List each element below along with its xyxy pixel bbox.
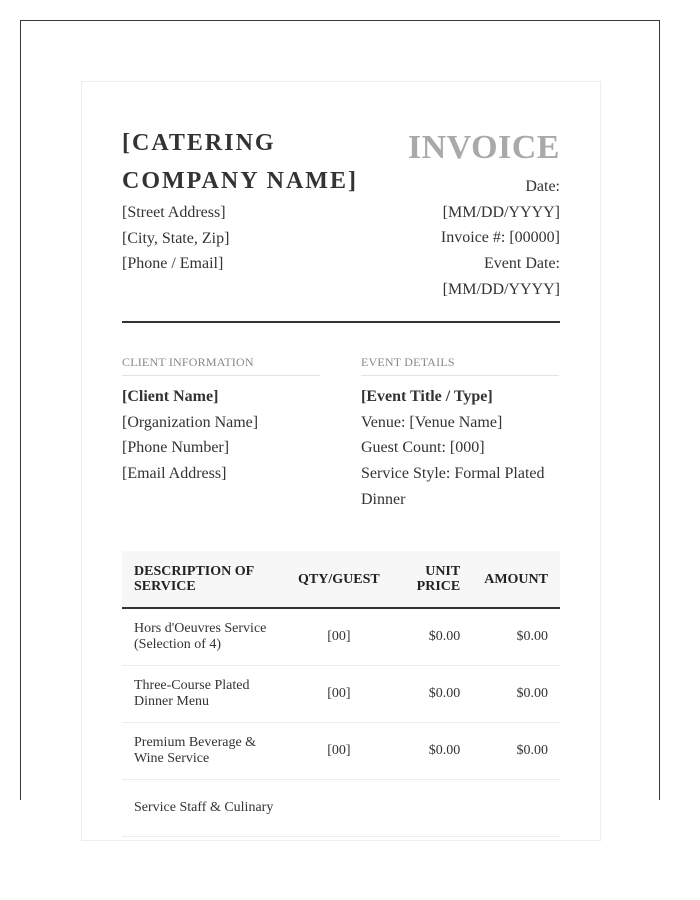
client-phone: [Phone Number] (122, 439, 230, 457)
table-row (122, 723, 560, 780)
event-service-style: Service Style: Formal Plated Dinner (361, 465, 545, 508)
services-table (122, 551, 560, 837)
table-row (122, 780, 560, 837)
client-info-block (122, 384, 322, 487)
header-qty: QTY/GUEST (286, 551, 392, 608)
client-name: [Client Name] (122, 388, 219, 405)
row-qty: [00] (286, 666, 392, 723)
header-divider (122, 321, 560, 323)
row-qty: [00] (286, 723, 392, 780)
header-unit-price: UNIT PRICE (392, 551, 473, 608)
row-unit-price: $0.00 (392, 666, 473, 723)
row-description: Three-Course Plated Dinner Menu (122, 666, 286, 723)
row-amount: $0.00 (472, 666, 560, 723)
event-title: [Event Title / Type] (361, 388, 493, 405)
header-amount: AMOUNT (472, 551, 560, 608)
row-unit-price: $0.00 (392, 723, 473, 780)
company-city: [City, State, Zip] (122, 229, 230, 247)
invoice-meta-block (380, 174, 560, 303)
company-address-block (122, 200, 229, 277)
row-unit-price: $0.00 (392, 608, 473, 666)
row-description: Service Staff & Culinary (122, 780, 286, 837)
client-email: [Email Address] (122, 465, 227, 483)
invoice-title: INVOICE (407, 129, 560, 166)
company-contact: [Phone / Email] (122, 255, 224, 273)
table-row (122, 608, 560, 666)
client-info-heading: CLIENT INFORMATION (122, 355, 320, 376)
company-name: [CATERING COMPANY NAME] (122, 130, 358, 194)
row-amount: $0.00 (472, 608, 560, 666)
table-header-row (122, 551, 560, 608)
client-organization: [Organization Name] (122, 413, 259, 431)
table-row (122, 666, 560, 723)
row-description: Hors d'Oeuvres Service (Selection of 4) (122, 608, 286, 666)
row-description: Premium Beverage & Wine Service (122, 723, 286, 780)
invoice-date-value: [MM/DD/YYYY] (442, 203, 560, 221)
invoice-date-label: Date: (525, 178, 560, 195)
invoice-number: Invoice #: [00000] (440, 229, 560, 247)
row-qty (286, 780, 392, 837)
row-qty: [00] (286, 608, 392, 666)
row-amount (472, 780, 560, 837)
event-details-heading: EVENT DETAILS (361, 355, 559, 376)
row-unit-price (392, 780, 473, 837)
event-guest-count: Guest Count: [000] (361, 439, 485, 457)
document-frame (20, 20, 660, 815)
invoice-sheet (81, 81, 601, 841)
row-amount: $0.00 (472, 723, 560, 780)
event-date-label: Event Date: (484, 255, 560, 273)
event-venue: Venue: [Venue Name] (361, 413, 503, 431)
event-date-value: [MM/DD/YYYY] (442, 280, 560, 298)
company-street: [Street Address] (122, 204, 226, 221)
event-details-block (361, 384, 561, 513)
header-description: DESCRIPTION OF SERVICE (122, 551, 286, 608)
